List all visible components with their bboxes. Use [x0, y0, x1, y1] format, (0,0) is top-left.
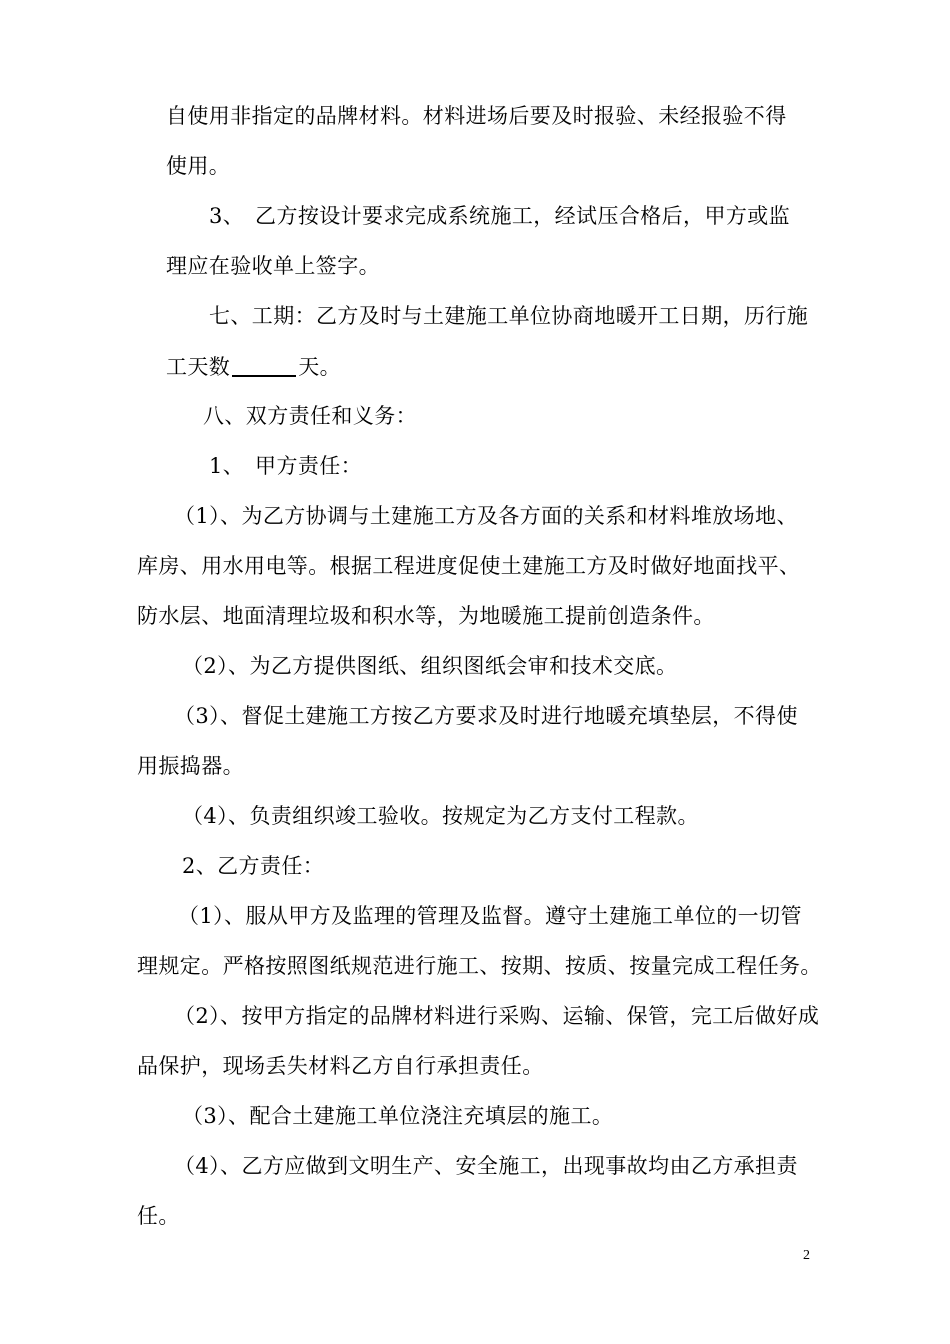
section-heading: 八、双方责任和义务：	[203, 404, 417, 428]
text-line: 防水层、地面清理垃圾和积水等，为地暖施工提前创造条件。	[137, 604, 715, 628]
text-line: （2）、为乙方提供图纸、组织图纸会审和技术交底。	[182, 654, 678, 678]
workdays-unit: 天。	[298, 355, 342, 379]
text-line: 理规定。严格按照图纸规范进行施工、按期、按质、按量完成工程任务。	[137, 954, 822, 978]
workdays-label: 工天数	[166, 355, 231, 379]
text-line: （3）、督促土建施工方按乙方要求及时进行地暖充填垫层，不得使	[174, 704, 798, 728]
text-line: 七、工期：乙方及时与土建施工单位协商地暖开工日期，历行施	[209, 304, 809, 328]
text-line: （4）、乙方应做到文明生产、安全施工，出现事故均由乙方承担责	[174, 1154, 798, 1178]
text-line: 理应在验收单上签字。	[166, 254, 380, 278]
page-number: 2	[803, 1248, 810, 1263]
text-line: （1）、为乙方协调与土建施工方及各方面的关系和材料堆放场地、	[174, 504, 798, 528]
subsection-heading: 2、乙方责任：	[182, 854, 325, 878]
text-line: （2）、按甲方指定的品牌材料进行采购、运输、保管，完工后做好成	[174, 1004, 820, 1028]
text-line: （3）、配合土建施工单位浇注充填层的施工。	[182, 1104, 614, 1128]
text-line: 库房、用水用电等。根据工程进度促使土建施工方及时做好地面找平、	[137, 554, 801, 578]
text-line: 使用。	[166, 154, 231, 178]
text-line: （4）、负责组织竣工验收。按规定为乙方支付工程款。	[182, 804, 699, 828]
text-line: 用振捣器。	[137, 754, 244, 778]
text-line	[166, 353, 341, 380]
text-line: 品保护，现场丢失材料乙方自行承担责任。	[137, 1054, 544, 1078]
text-line: （1）、服从甲方及监理的管理及监督。遵守土建施工单位的一切管	[178, 904, 802, 928]
workdays-blank	[232, 353, 296, 377]
subsection-heading: 1、 甲方责任：	[209, 454, 363, 478]
text-line: 任。	[137, 1204, 180, 1228]
text-line: 自使用非指定的品牌材料。材料进场后要及时报验、未经报验不得	[166, 104, 787, 128]
text-line: 3、 乙方按设计要求完成系统施工，经试压合格后，甲方或监	[209, 204, 791, 228]
